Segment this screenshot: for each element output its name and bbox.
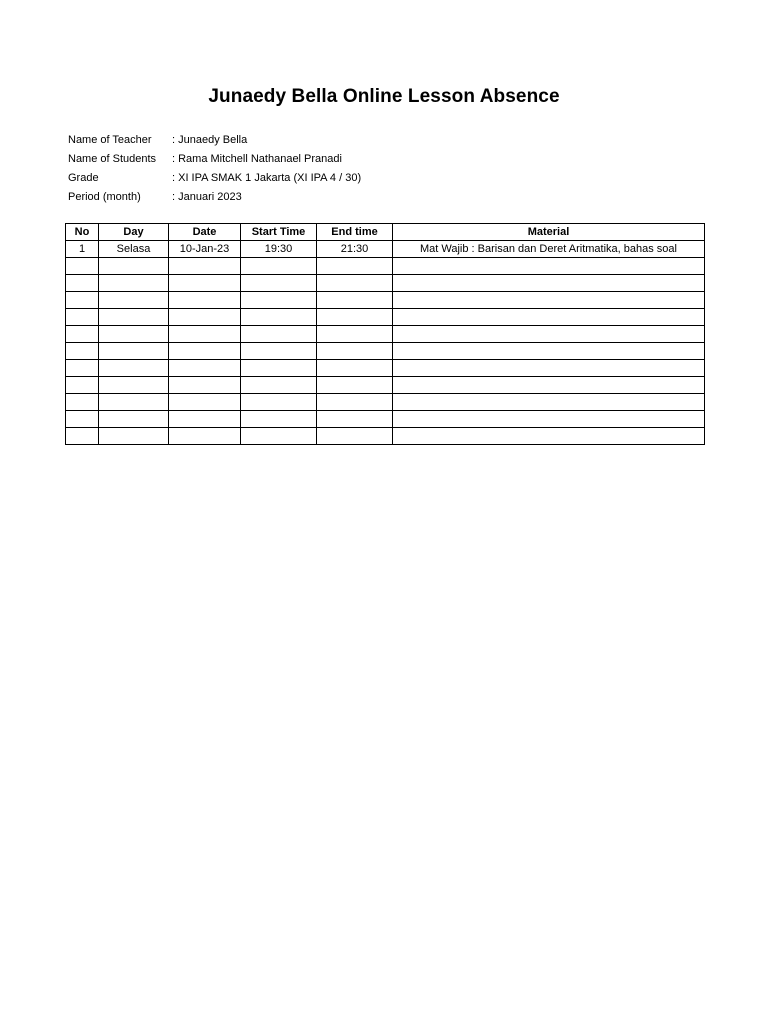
cell-day: Selasa bbox=[99, 241, 169, 258]
table-row bbox=[66, 275, 705, 292]
cell-no bbox=[66, 360, 99, 377]
info-row-grade bbox=[68, 169, 361, 188]
table-row bbox=[66, 394, 705, 411]
cell-material bbox=[393, 309, 705, 326]
header-start-time: Start Time bbox=[241, 224, 317, 241]
cell-no: 1 bbox=[66, 241, 99, 258]
cell-no bbox=[66, 394, 99, 411]
cell-end-time bbox=[317, 292, 393, 309]
cell-end-time: 21:30 bbox=[317, 241, 393, 258]
table-row bbox=[66, 343, 705, 360]
cell-day bbox=[99, 394, 169, 411]
cell-date bbox=[169, 394, 241, 411]
info-value: : XI IPA SMAK 1 Jakarta (XI IPA 4 / 30) bbox=[172, 172, 362, 184]
cell-start-time bbox=[241, 309, 317, 326]
cell-end-time bbox=[317, 275, 393, 292]
cell-date bbox=[169, 428, 241, 445]
cell-date bbox=[169, 258, 241, 275]
info-row-period bbox=[68, 188, 361, 207]
cell-start-time bbox=[241, 326, 317, 343]
cell-day bbox=[99, 360, 169, 377]
cell-day bbox=[99, 258, 169, 275]
info-label: Name of Teacher bbox=[68, 134, 152, 146]
cell-no bbox=[66, 411, 99, 428]
cell-date bbox=[169, 343, 241, 360]
table-row bbox=[66, 411, 705, 428]
cell-no bbox=[66, 258, 99, 275]
cell-end-time bbox=[317, 428, 393, 445]
info-row-students bbox=[68, 150, 361, 169]
cell-date bbox=[169, 275, 241, 292]
cell-start-time: 19:30 bbox=[241, 241, 317, 258]
cell-material bbox=[393, 343, 705, 360]
cell-day bbox=[99, 428, 169, 445]
cell-date bbox=[169, 309, 241, 326]
cell-day bbox=[99, 292, 169, 309]
cell-day bbox=[99, 326, 169, 343]
cell-material bbox=[393, 275, 705, 292]
info-value: : Rama Mitchell Nathanael Pranadi bbox=[172, 153, 342, 165]
cell-end-time bbox=[317, 258, 393, 275]
info-value: : Januari 2023 bbox=[172, 191, 242, 203]
header-no: No bbox=[66, 224, 99, 241]
cell-start-time bbox=[241, 275, 317, 292]
cell-start-time bbox=[241, 394, 317, 411]
cell-no bbox=[66, 275, 99, 292]
table-row bbox=[66, 360, 705, 377]
header-day: Day bbox=[99, 224, 169, 241]
table-row bbox=[66, 326, 705, 343]
cell-end-time bbox=[317, 377, 393, 394]
cell-date bbox=[169, 326, 241, 343]
cell-end-time bbox=[317, 326, 393, 343]
table-row bbox=[66, 292, 705, 309]
cell-day bbox=[99, 275, 169, 292]
cell-start-time bbox=[241, 411, 317, 428]
cell-material bbox=[393, 326, 705, 343]
cell-material bbox=[393, 411, 705, 428]
table-body bbox=[66, 241, 705, 445]
cell-no bbox=[66, 428, 99, 445]
cell-material bbox=[393, 394, 705, 411]
cell-material: Mat Wajib : Barisan dan Deret Aritmatika, bahas soal bbox=[393, 241, 705, 258]
header-material: Material bbox=[393, 224, 705, 241]
cell-date: 10-Jan-23 bbox=[169, 241, 241, 258]
cell-date bbox=[169, 411, 241, 428]
info-block bbox=[68, 131, 361, 207]
cell-date bbox=[169, 360, 241, 377]
header-date: Date bbox=[169, 224, 241, 241]
info-label: Period (month) bbox=[68, 191, 141, 203]
document-title: Junaedy Bella Online Lesson Absence bbox=[208, 86, 560, 107]
cell-day bbox=[99, 377, 169, 394]
info-value: : Junaedy Bella bbox=[172, 134, 248, 146]
cell-end-time bbox=[317, 343, 393, 360]
info-label: Grade bbox=[68, 172, 99, 184]
cell-start-time bbox=[241, 343, 317, 360]
cell-day bbox=[99, 411, 169, 428]
table-header-row bbox=[66, 224, 705, 241]
cell-material bbox=[393, 428, 705, 445]
info-label: Name of Students bbox=[68, 153, 157, 165]
cell-material bbox=[393, 360, 705, 377]
table-row bbox=[66, 241, 705, 258]
cell-end-time bbox=[317, 309, 393, 326]
header-end-time: End time bbox=[317, 224, 393, 241]
cell-end-time bbox=[317, 394, 393, 411]
table-row bbox=[66, 428, 705, 445]
cell-end-time bbox=[317, 360, 393, 377]
cell-material bbox=[393, 258, 705, 275]
lesson-table bbox=[65, 223, 705, 445]
cell-no bbox=[66, 326, 99, 343]
cell-day bbox=[99, 309, 169, 326]
cell-no bbox=[66, 343, 99, 360]
cell-start-time bbox=[241, 377, 317, 394]
info-row-teacher bbox=[68, 131, 361, 150]
cell-material bbox=[393, 292, 705, 309]
cell-start-time bbox=[241, 428, 317, 445]
cell-date bbox=[169, 377, 241, 394]
table-row bbox=[66, 258, 705, 275]
cell-no bbox=[66, 377, 99, 394]
cell-start-time bbox=[241, 258, 317, 275]
cell-start-time bbox=[241, 360, 317, 377]
table-row bbox=[66, 309, 705, 326]
cell-no bbox=[66, 309, 99, 326]
cell-day bbox=[99, 343, 169, 360]
cell-no bbox=[66, 292, 99, 309]
cell-date bbox=[169, 292, 241, 309]
cell-end-time bbox=[317, 411, 393, 428]
cell-material bbox=[393, 377, 705, 394]
cell-start-time bbox=[241, 292, 317, 309]
table-row bbox=[66, 377, 705, 394]
